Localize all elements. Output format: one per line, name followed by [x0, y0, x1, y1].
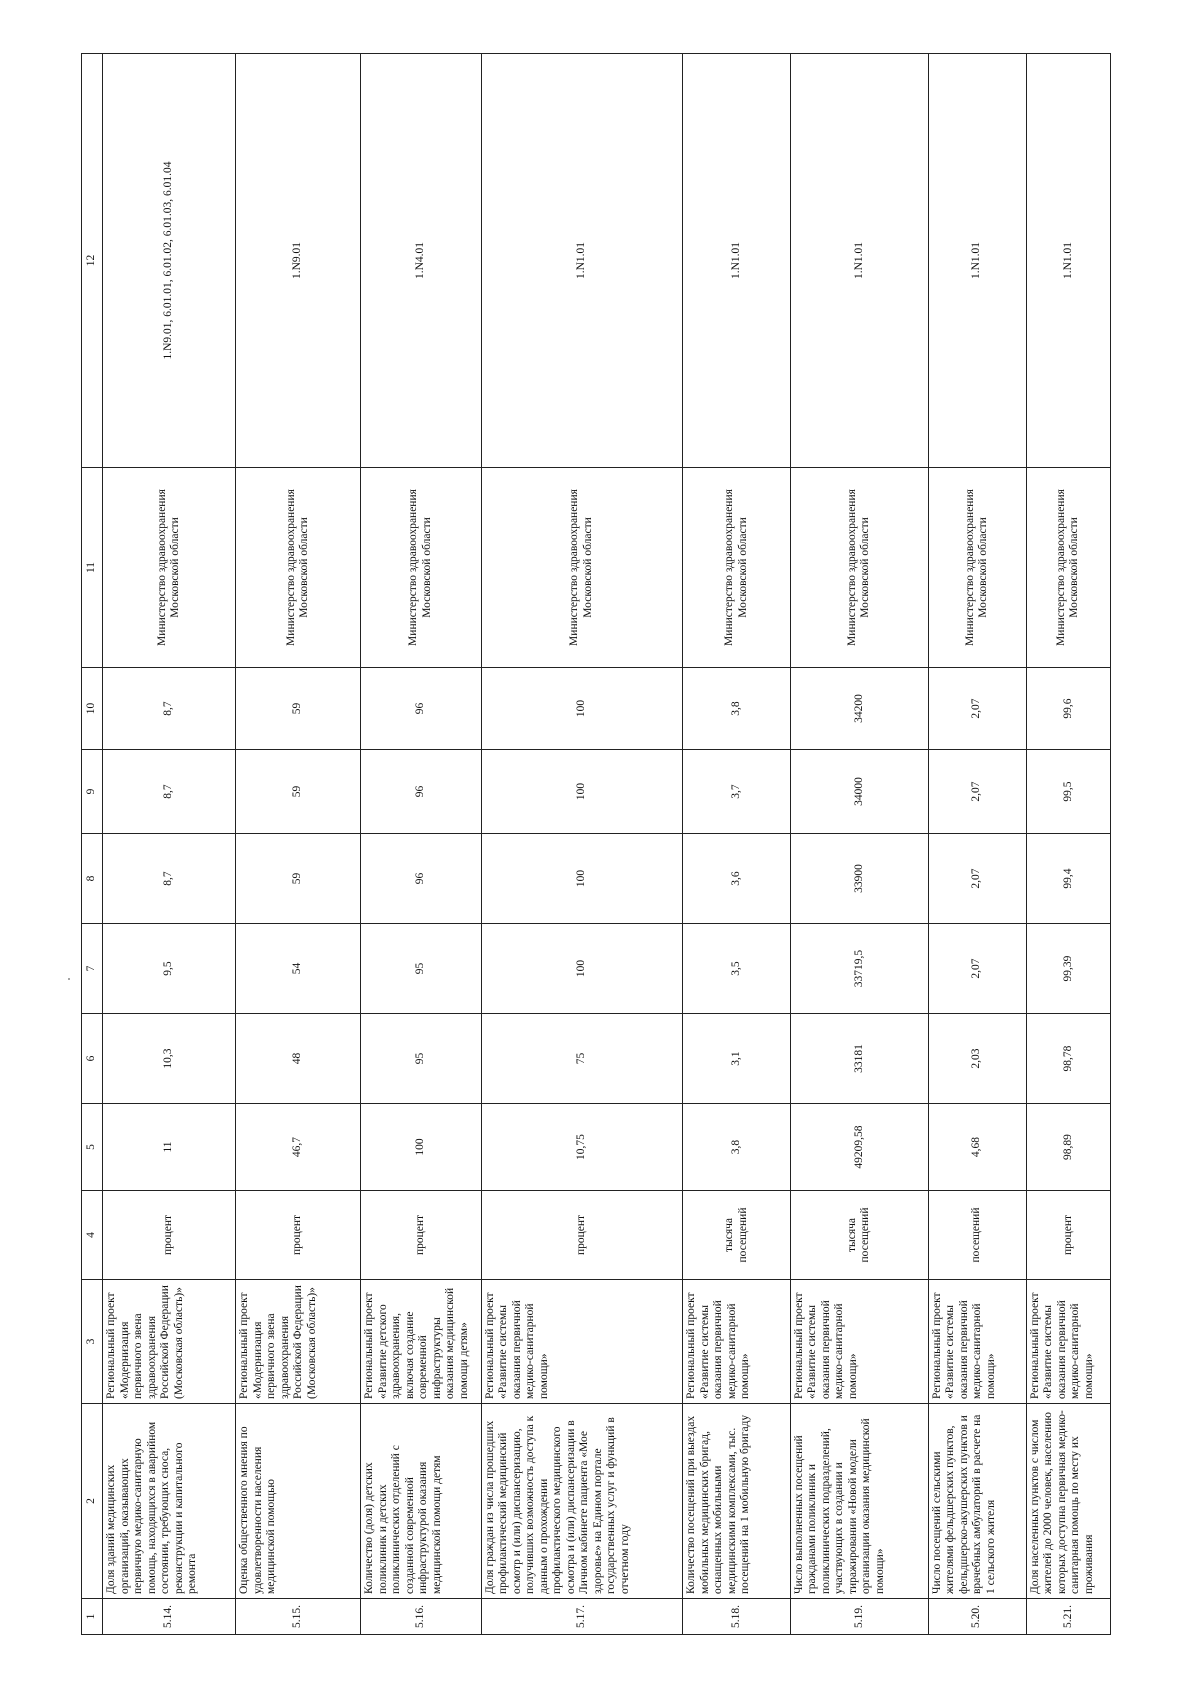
value-col10: 2,07	[928, 668, 1026, 750]
table-row	[361, 54, 482, 1635]
table-row	[1026, 54, 1110, 1635]
unit-of-measure: посещений	[928, 1191, 1026, 1280]
value-col10: 100	[481, 668, 683, 750]
indicator-name: Количество посещений при выездах мобильных медицинских бригад, оснащенных мобильными медицинскими комплексами, тыс. посещений на 1 мобильную бригаду	[683, 1404, 791, 1599]
unit-of-measure: процент	[236, 1191, 361, 1280]
value-col5: 11	[103, 1104, 236, 1191]
value-col6: 75	[481, 1014, 683, 1104]
value-col5: 10,75	[481, 1104, 683, 1191]
value-col9: 100	[481, 750, 683, 834]
value-col10: 96	[361, 668, 482, 750]
responsible-body: Министерство здравоохранения Московской области	[928, 468, 1026, 668]
column-number: 5	[82, 1104, 103, 1191]
column-number: 10	[82, 668, 103, 750]
value-col7: 54	[236, 924, 361, 1014]
linked-measures: 1.N1.01	[683, 54, 791, 468]
value-col7: 95	[361, 924, 482, 1014]
table-row	[683, 54, 791, 1635]
regional-project: Региональный проект «Развитие системы оказания первичной медико-санитарной помощи»	[790, 1280, 928, 1404]
value-col9: 96	[361, 750, 482, 834]
unit-of-measure: процент	[1026, 1191, 1110, 1280]
responsible-body: Министерство здравоохранения Московской области	[481, 468, 683, 668]
value-col5: 98,89	[1026, 1104, 1110, 1191]
row-number: 5.14.	[103, 1599, 236, 1635]
responsible-body: Министерство здравоохранения Московской области	[361, 468, 482, 668]
value-col10: 59	[236, 668, 361, 750]
linked-measures: 1.N4.01	[361, 54, 482, 468]
scan-speck	[68, 978, 70, 980]
regional-project: Региональный проект «Развитие детского здравоохранения, включая создание современной инфраструктуры оказания медицинской помощи детям»	[361, 1280, 482, 1404]
column-number: 4	[82, 1191, 103, 1280]
column-number-header-row	[82, 54, 103, 1635]
regional-project: Региональный проект «Модернизация первичного звена здравоохранения Российской Федерации (Московская область)»	[103, 1280, 236, 1404]
value-col8: 59	[236, 834, 361, 924]
column-number: 9	[82, 750, 103, 834]
value-col8: 3,6	[683, 834, 791, 924]
value-col7: 100	[481, 924, 683, 1014]
indicators-table	[81, 53, 1111, 1635]
unit-of-measure: тысяча посещений	[683, 1191, 791, 1280]
value-col7: 3,5	[683, 924, 791, 1014]
indicator-name: Доля населенных пунктов с числом жителей до 2000 человек, населению которых доступна первичная медико-санитарная помощь по месту их проживания	[1026, 1404, 1110, 1599]
linked-measures: 1.N1.01	[1026, 54, 1110, 468]
value-col10: 8,7	[103, 668, 236, 750]
value-col6: 3,1	[683, 1014, 791, 1104]
row-number: 5.17.	[481, 1599, 683, 1635]
indicator-name: Доля граждан из числа прошедших профилактический медицинский осмотр и (или) диспансеризацию, получивших возможность доступа к данным о прохождении профилактического медицинского осмотра и (или) диспансеризации в Личном кабинете пациента «Мое здоровье» на Едином портале государственных услуг и функций в отчетном году	[481, 1404, 683, 1599]
table-row	[236, 54, 361, 1635]
value-col5: 4,68	[928, 1104, 1026, 1191]
regional-project: Региональный проект «Развитие системы оказания первичной медико-санитарной помощи»	[1026, 1280, 1110, 1404]
linked-measures: 1.N9.01	[236, 54, 361, 468]
value-col6: 10,3	[103, 1014, 236, 1104]
responsible-body: Министерство здравоохранения Московской области	[103, 468, 236, 668]
responsible-body: Министерство здравоохранения Московской области	[1026, 468, 1110, 668]
table-row	[928, 54, 1026, 1635]
value-col7: 2,07	[928, 924, 1026, 1014]
column-number: 2	[82, 1404, 103, 1599]
value-col6: 95	[361, 1014, 482, 1104]
value-col9: 8,7	[103, 750, 236, 834]
value-col10: 99,6	[1026, 668, 1110, 750]
value-col10: 34200	[790, 668, 928, 750]
unit-of-measure: процент	[361, 1191, 482, 1280]
value-col9: 99,5	[1026, 750, 1110, 834]
row-number: 5.21.	[1026, 1599, 1110, 1635]
indicator-name: Число посещений сельскими жителями фельдшерских пунктов, фельдшерско-акушерских пунктов и врачебных амбулаторий в расчете на 1 сельского жителя	[928, 1404, 1026, 1599]
row-number: 5.15.	[236, 1599, 361, 1635]
row-number: 5.20.	[928, 1599, 1026, 1635]
responsible-body: Министерство здравоохранения Московской области	[790, 468, 928, 668]
column-number: 7	[82, 924, 103, 1014]
column-number: 3	[82, 1280, 103, 1404]
value-col6: 98,78	[1026, 1014, 1110, 1104]
responsible-body: Министерство здравоохранения Московской области	[236, 468, 361, 668]
indicator-name: Оценка общественного мнения по удовлетворенности населения медицинской помощью	[236, 1404, 361, 1599]
table-row	[481, 54, 683, 1635]
value-col9: 2,07	[928, 750, 1026, 834]
column-number: 8	[82, 834, 103, 924]
indicator-name: Доля зданий медицинских организаций, оказывающих первичную медико-санитарную помощь, находящихся в аварийном состоянии, требующих сноса, реконструкции и капитального ремонта	[103, 1404, 236, 1599]
linked-measures: 1.N1.01	[790, 54, 928, 468]
value-col5: 46,7	[236, 1104, 361, 1191]
value-col8: 33900	[790, 834, 928, 924]
value-col7: 9,5	[103, 924, 236, 1014]
row-number: 5.18.	[683, 1599, 791, 1635]
indicator-name: Число выполненных посещений гражданами поликлиник и поликлинических подразделений, участвующих в создании и тиражировании «Новой модели организации оказания медицинской помощи»	[790, 1404, 928, 1599]
value-col6: 48	[236, 1014, 361, 1104]
value-col10: 3,8	[683, 668, 791, 750]
unit-of-measure: тысяча посещений	[790, 1191, 928, 1280]
responsible-body: Министерство здравоохранения Московской области	[683, 468, 791, 668]
value-col9: 59	[236, 750, 361, 834]
value-col6: 33181	[790, 1014, 928, 1104]
indicator-name: Количество (доля) детских поликлиник и детских поликлинических отделений с созданной современной инфраструктурой оказания медицинской помощи детям	[361, 1404, 482, 1599]
value-col7: 99,39	[1026, 924, 1110, 1014]
linked-measures: 1.N9.01, 6.01.01, 6.01.02, 6.01.03, 6.01.04	[103, 54, 236, 468]
regional-project: Региональный проект «Развитие системы оказания первичной медико-санитарной помощи»	[928, 1280, 1026, 1404]
row-number: 5.19.	[790, 1599, 928, 1635]
column-number: 6	[82, 1014, 103, 1104]
value-col5: 49209,58	[790, 1104, 928, 1191]
rotated-table-stage	[81, 54, 1111, 1635]
value-col7: 33719,5	[790, 924, 928, 1014]
value-col9: 3,7	[683, 750, 791, 834]
regional-project: Региональный проект «Развитие системы оказания первичной медико-санитарной помощи»	[481, 1280, 683, 1404]
column-number: 1	[82, 1599, 103, 1635]
value-col5: 3,8	[683, 1104, 791, 1191]
value-col5: 100	[361, 1104, 482, 1191]
table-body	[103, 54, 1111, 1635]
table-row	[790, 54, 928, 1635]
value-col8: 99,4	[1026, 834, 1110, 924]
value-col8: 2,07	[928, 834, 1026, 924]
linked-measures: 1.N1.01	[928, 54, 1026, 468]
column-number: 11	[82, 468, 103, 668]
table-row	[103, 54, 236, 1635]
value-col8: 100	[481, 834, 683, 924]
column-number: 12	[82, 54, 103, 468]
value-col8: 96	[361, 834, 482, 924]
unit-of-measure: процент	[481, 1191, 683, 1280]
regional-project: Региональный проект «Модернизация первичного звена здравоохранения Российской Федерации (Московская область)»	[236, 1280, 361, 1404]
linked-measures: 1.N1.01	[481, 54, 683, 468]
row-number: 5.16.	[361, 1599, 482, 1635]
regional-project: Региональный проект «Развитие системы оказания первичной медико-санитарной помощи»	[683, 1280, 791, 1404]
value-col9: 34000	[790, 750, 928, 834]
value-col6: 2,03	[928, 1014, 1026, 1104]
value-col8: 8,7	[103, 834, 236, 924]
unit-of-measure: процент	[103, 1191, 236, 1280]
